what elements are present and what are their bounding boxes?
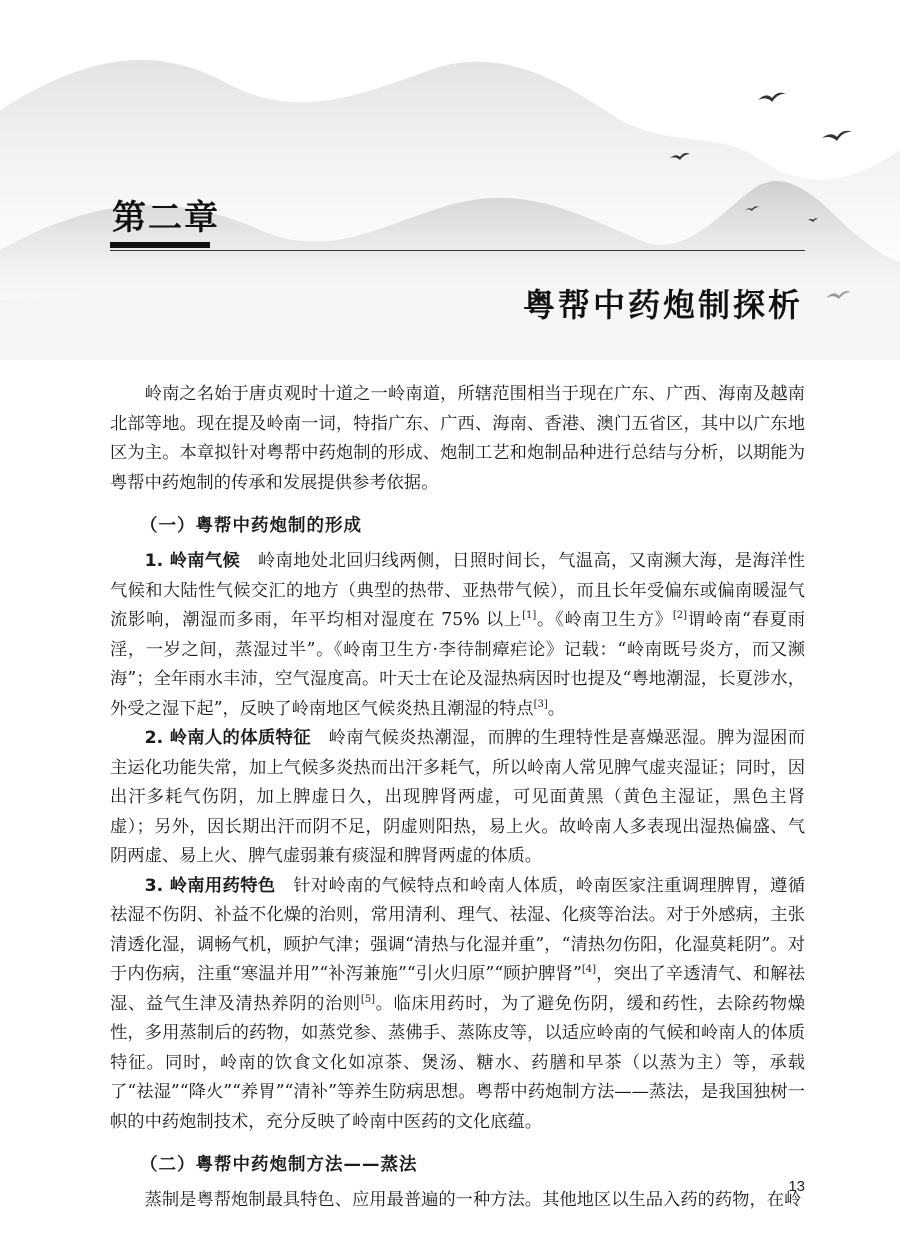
section-heading-2: （二）粤帮中药炮制方法——蒸法 xyxy=(140,1155,418,1175)
paragraph-steaming: 蒸制是粤帮炮制最具特色、应用最普遍的一种方法。其他地区以生品入药的药物，在岭 xyxy=(144,1190,802,1210)
chapter-underline-bar xyxy=(110,242,210,248)
subheading-climate: 1. 岭南气候 xyxy=(144,551,241,571)
bird-icon xyxy=(822,131,852,141)
citation-ref: [4] xyxy=(581,964,596,975)
paragraph-constitution: 2. 岭南人的体质特征 岭南气候炎热潮湿，而脾的生理特性是喜燥恶湿。脾为湿困而主运化功能失常，加上气候多炎热而出汗多耗气，所以岭南人常见脾气虚夹湿证；同时，因出汗多耗气伤阴，加上脾虚日久，出现脾肾两虚，可见面黄黑（黄色主湿证，黑色主肾虚）；另外，因长期出汗而阴不足，阴虚则阳热，易上火。故岭南人多表现出湿热偏盛、气阴两虚、易上火、脾气虚弱兼有痰湿和脾肾两虚的体质。 xyxy=(110,728,805,866)
bird-icon xyxy=(758,93,786,102)
citation-ref: [2] xyxy=(672,610,688,621)
chapter-title: 粤帮中药炮制探析 xyxy=(522,286,803,324)
bird-icon xyxy=(824,288,852,302)
citation-ref: [3] xyxy=(533,698,548,710)
citation-ref: [5] xyxy=(360,993,375,1005)
section-heading-1: （一）粤帮中药炮制的形成 xyxy=(140,516,362,536)
intro-paragraph: 岭南之名始于唐贞观时十道之一岭南道，所辖范围相当于现在广东、广西、海南及越南北部等地。现在提及岭南一词，特指广东、广西、海南、香港、澳门五省区，其中以广东地区为主。本章拟针对粤帮中药炮制的形成、炮制工艺和炮制品种进行总结与分析，以期能为粤帮中药炮制的传承和发展提供参考依据。 xyxy=(110,384,805,493)
subheading-constitution: 2. 岭南人的体质特征 xyxy=(144,728,311,748)
chapter-body xyxy=(110,380,805,1216)
paragraph-climate: 1. 岭南气候 岭南地处北回归线两侧，日照时间长，气温高，又南濒大海，是海洋性气候和大陆性气候交汇的地方（典型的热带、亚热带气候），而且长年受偏东或偏南暖湿气流影响，潮湿而多雨，年平均相对湿度在 75% 以上[1]。《岭南卫生方》[2]谓岭南“春夏雨淫，一岁之间，蒸湿过半”。《岭南卫生方·李待制瘴疟论》记载：“岭南既号炎方，而又濒海”；全年雨水丰沛，空气湿度高。叶天士在论及湿热病因时也提及“粤地潮湿，长夏涉水，外受之湿下起”，反映了岭南地区气候炎热且潮湿的特点[3]。 xyxy=(110,551,805,719)
chapter-divider xyxy=(110,250,805,251)
page-number: 13 xyxy=(788,1178,805,1195)
chapter-label: 第二章 xyxy=(112,198,220,238)
paragraph-medication: 3. 岭南用药特色 针对岭南的气候特点和岭南人体质，岭南医家注重调理脾胃，遵循祛湿不伤阴、补益不化燥的治则，常用清利、理气、祛湿、化痰等治法。对于外感病，主张清透化湿，调畅气机，顾护气津；强调“清热与化湿并重”，“清热勿伤阳，化湿莫耗阴”。对于内伤病，注重“寒温并用”“补泻兼施”“引火归原”“顾护脾肾”[4]，突出了辛透清气、和解祛湿、益气生津及清热养阴的治则[5]。临床用药时，为了避免伤阴，缓和药性，去除药物燥性，多用蒸制后的药物，如蒸党参、蒸佛手、蒸陈皮等，以适应岭南的气候和岭南人的体质特征。同时，岭南的饮食文化如凉茶、煲汤、糖水、药膳和早茶（以蒸为主）等，承载了“祛湿”“降火”“养胃”“清补”等养生防病思想。粤帮中药炮制方法——蒸法，是我国独树一帜的中药炮制技术，充分反映了岭南中医药的文化底蕴。 xyxy=(110,875,805,1132)
subheading-medication: 3. 岭南用药特色 xyxy=(144,875,276,896)
citation-ref: [1] xyxy=(522,610,537,621)
